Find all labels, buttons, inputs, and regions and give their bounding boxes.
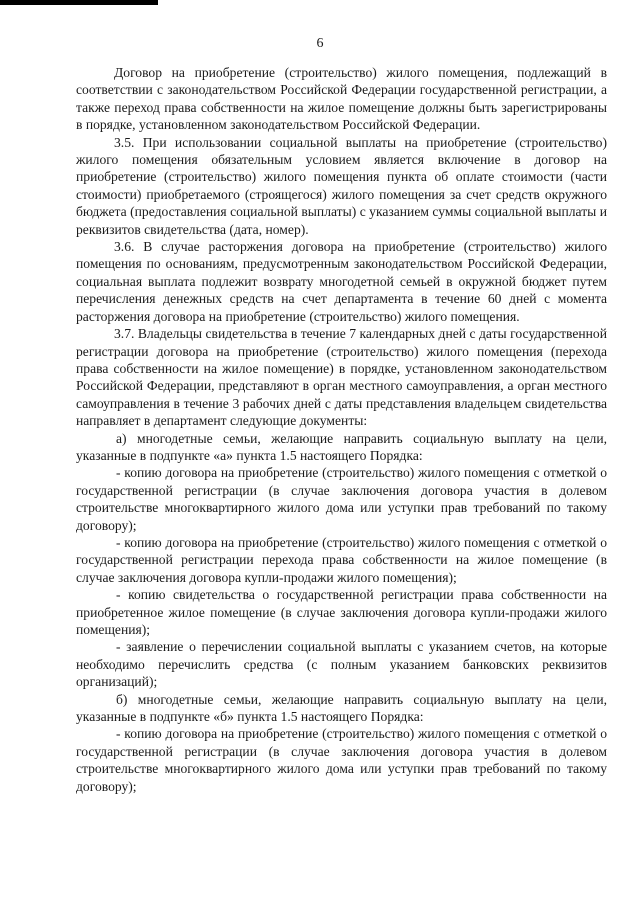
scan-corner-mark (0, 0, 158, 5)
subparagraph-b: б) многодетные семьи, желающие направить социальную выплату на цели, указанные в подпункте «б» пункта 1.5 настоящего Порядка: (76, 691, 607, 725)
list-item: - копию договора на приобретение (строительство) жилого помещения с отметкой о государственной регистрации (в случае заключения договора участия в долевом строительстве многоквартирного жилого дома или уступки прав требований по такому договору); (76, 465, 607, 533)
list-item: - копию свидетельства о государственной регистрации права собственности на приобретенное жилое помещение (в случае заключения договора купли-продажи жилого помещения); (76, 587, 607, 637)
paragraph-3-5: 3.5. При использовании социальной выплаты на приобретение (строительство) жилого помещения обязательным условием является включение в договор на приобретение (строительство) жилого помещения пункта об оплате стоимости (части стоимости) приобретаемого (строящегося) жилого помещения за счет средств окружного бюджета (предоставления социальной выплаты) с указанием суммы социальной выплаты и реквизитов свидетельства (дата, номер). (76, 134, 607, 237)
document-body (76, 64, 607, 795)
page-number: 6 (316, 36, 324, 51)
list-item: - копию договора на приобретение (строительство) жилого помещения с отметкой о государственной регистрации перехода права собственности на жилое помещение (в случае заключения договора купли-продажи жилого помещения); (76, 534, 607, 585)
paragraph-contract-registration: Договор на приобретение (строительство) жилого помещения, подлежащий в соответствии с законодательством Российской Федерации государственной регистрации, а также переход права собственности на жилое помещение должны быть зарегистрированы в порядке, установленном законодательством Российской Федерации. (76, 65, 607, 133)
subparagraph-a: а) многодетные семьи, желающие направить социальную выплату на цели, указанные в подпункте «а» пункта 1.5 настоящего Порядка: (76, 430, 607, 463)
list-item: - заявление о перечислении социальной выплаты с указанием счетов, на которые необходимо перечислить средства (с полным указанием банковских реквизитов организаций); (76, 639, 607, 690)
paragraph-3-6: 3.6. В случае расторжения договора на приобретение (строительство) жилого помещения по основаниям, предусмотренным законодательством Российской Федерации, социальная выплата подлежит возврату многодетной семьей в окружной бюджет путем перечисления денежных средств на счет департамента в течение 60 дней с момента расторжения договора на приобретение (строительство) жилого помещения. (76, 239, 607, 324)
list-item: - копию договора на приобретение (строительство) жилого помещения с отметкой о государственной регистрации (в случае заключения договора участия в долевом строительстве многоквартирного жилого дома или уступки прав требований по такому договору); (76, 726, 607, 794)
paragraph-3-7: 3.7. Владельцы свидетельства в течение 7 календарных дней с даты государственной регистрации договора на приобретение (строительство) жилого помещения (перехода права собственности на жилое помещение) в порядке, установленном законодательством Российской Федерации, представляют в орган местного самоуправления, а орган местного самоуправления в течение 3 рабочих дней с даты представления владельцем свидетельства направляет в департамент следующие документы: (76, 326, 607, 429)
